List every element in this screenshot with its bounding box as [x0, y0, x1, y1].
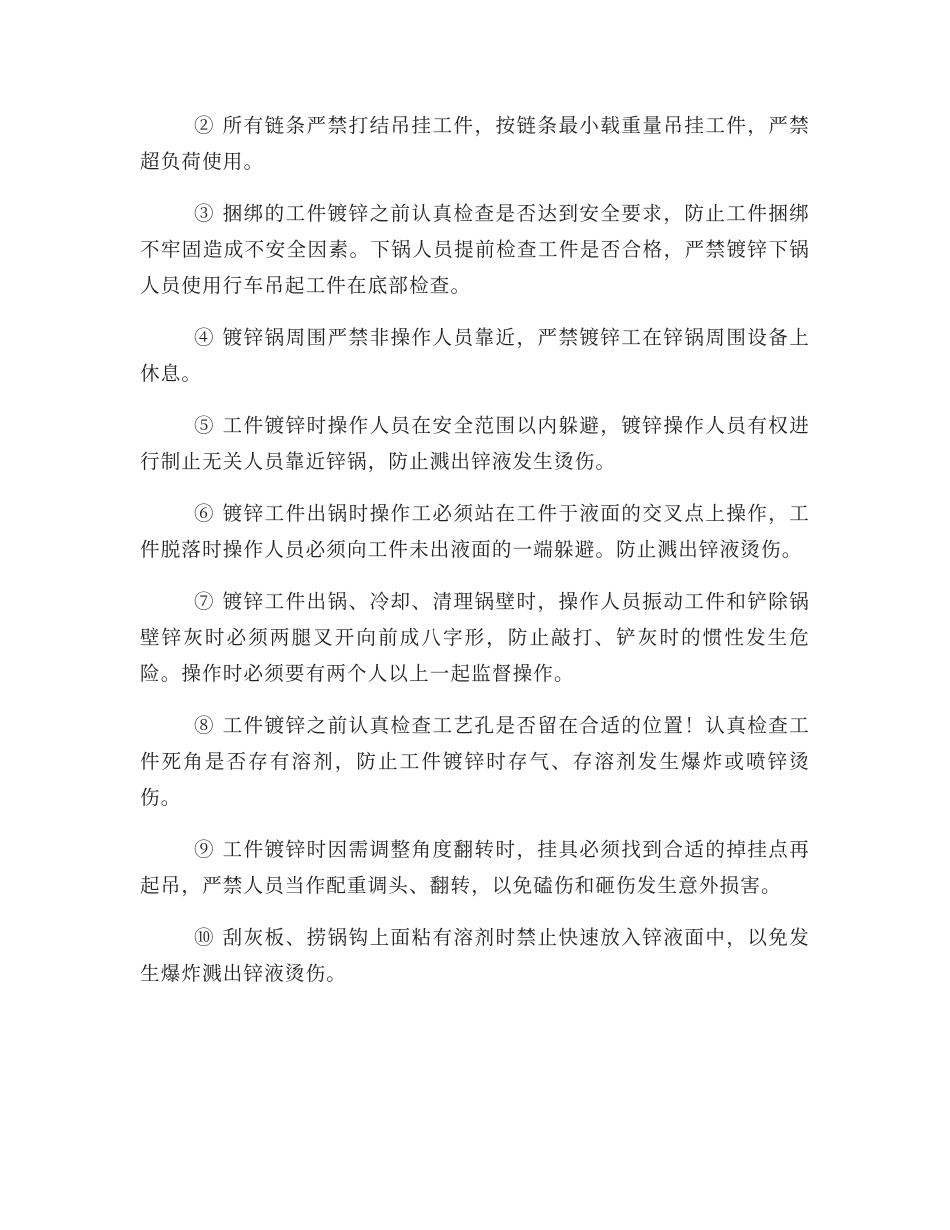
paragraph-item-5: ⑤ 工件镀锌时操作人员在安全范围以内躲避，镀锌操作人员有权进行制止无关人员靠近锌锅，防止溅出锌液发生烫伤。: [140, 414, 810, 473]
paragraph-item-8: ⑧ 工件镀锌之前认真检查工艺孔是否留在合适的位置！认真检查工件死角是否存有溶剂，防止工件镀锌时存气、存溶剂发生爆炸或喷锌烫伤。: [140, 714, 810, 809]
paragraph-item-6: ⑥ 镀锌工件出锅时操作工必须站在工件于液面的交叉点上操作，工件脱落时操作人员必须向工件未出液面的一端躲避。防止溅出锌液烫伤。: [140, 502, 810, 561]
paragraph-item-10: ⑩ 刮灰板、捞锅钩上面粘有溶剂时禁止快速放入锌液面中，以免发生爆炸溅出锌液烫伤。: [140, 926, 810, 985]
document-body: [140, 108, 810, 1008]
paragraph-item-7: ⑦ 镀锌工件出锅、冷却、清理锅壁时，操作人员振动工件和铲除锅壁锌灰时必须两腿叉开向前成八字形，防止敲打、铲灰时的惯性发生危险。操作时必须要有两个人以上一起监督操作。: [140, 590, 810, 685]
paragraph-item-9: ⑨ 工件镀锌时因需调整角度翻转时，挂具必须找到合适的掉挂点再起吊，严禁人员当作配重调头、翻转，以免磕伤和砸伤发生意外损害。: [140, 838, 810, 897]
paragraph-item-2: ② 所有链条严禁打结吊挂工件，按链条最小载重量吊挂工件，严禁超负荷使用。: [140, 114, 810, 173]
paragraph-item-3: ③ 捆绑的工件镀锌之前认真检查是否达到安全要求，防止工件捆绑不牢固造成不安全因素。下锅人员提前检查工件是否合格，严禁镀锌下锅人员使用行车吊起工件在底部检查。: [140, 202, 810, 297]
paragraph-item-4: ④ 镀锌锅周围严禁非操作人员靠近，严禁镀锌工在锌锅周围设备上休息。: [140, 326, 810, 385]
